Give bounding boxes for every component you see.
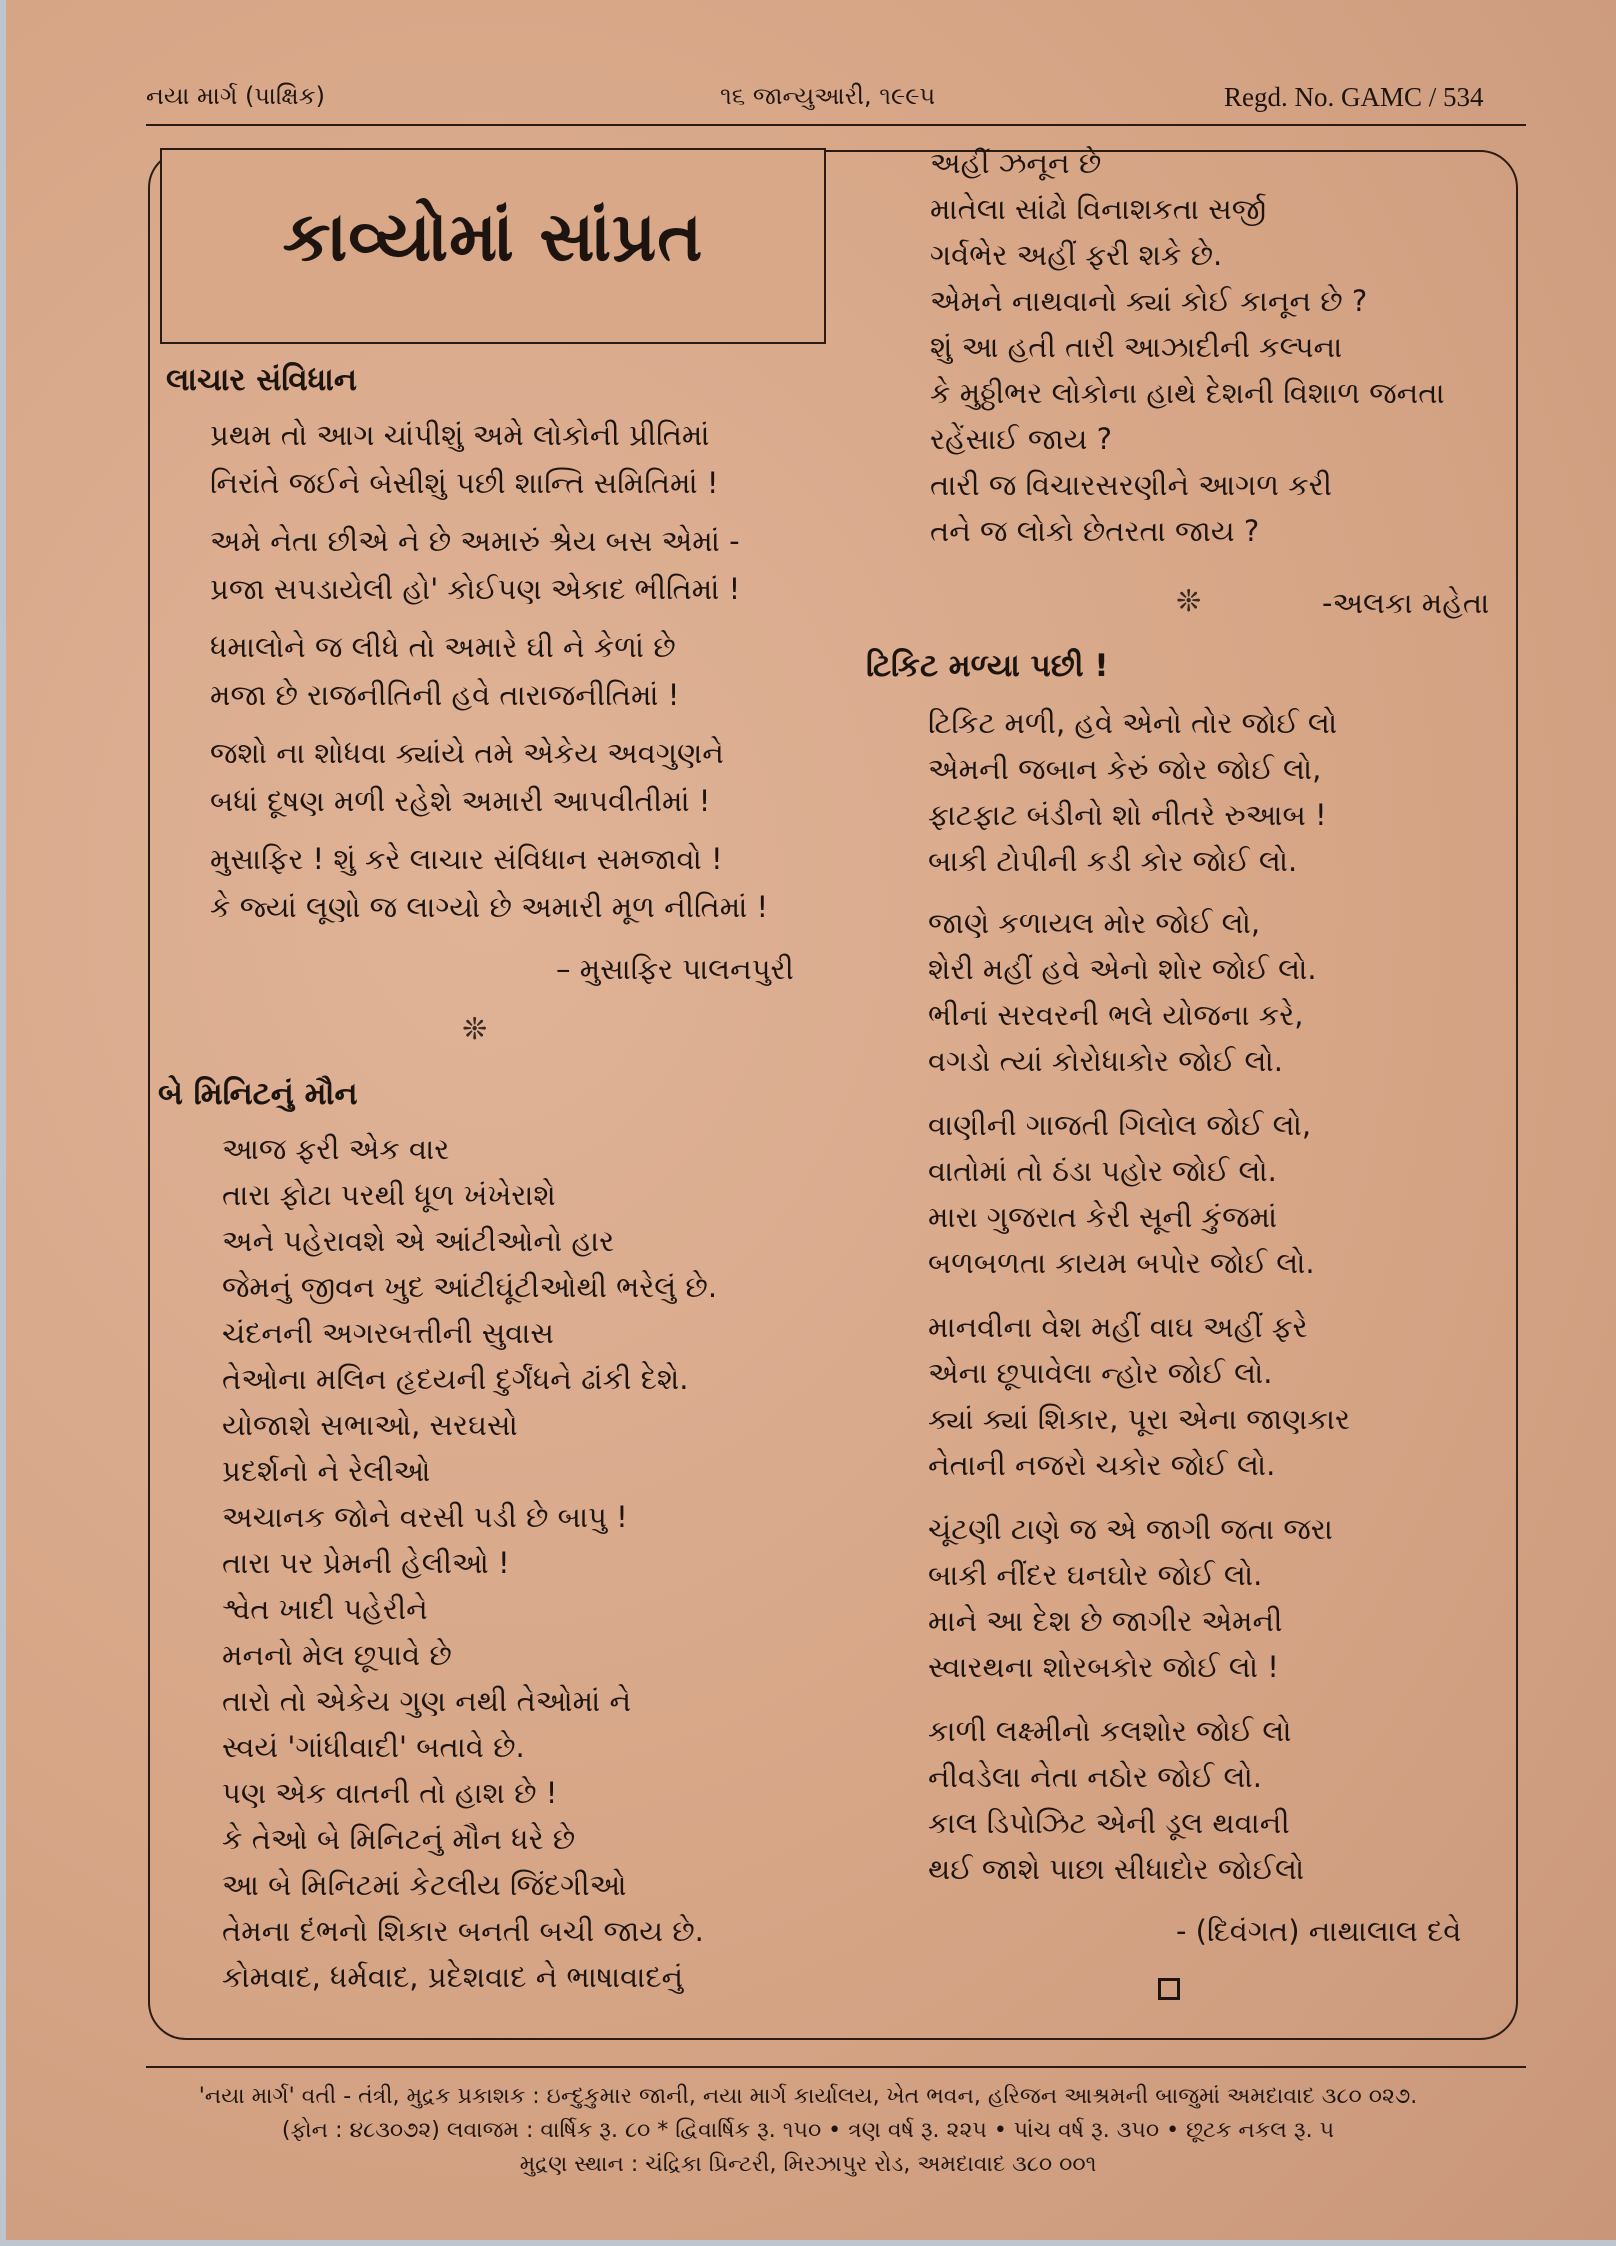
poem-line: શું આ હતી તારી આઝાદીની કલ્પના bbox=[930, 330, 1343, 364]
poem-line: યોજાશે સભાઓ, સરઘસો bbox=[222, 1408, 518, 1442]
poem-line: નિરાંતે જઈને બેસીશું પછી શાન્તિ સમિતિમાં ! bbox=[210, 466, 719, 500]
poem-line: મજા છે રાજનીતિની હવે તારાજનીતિમાં ! bbox=[210, 678, 680, 712]
footer-subscription: (ફોન : ૪૮૩૦૭૨) લવાજમ : વાર્ષિક રૂ. ૮૦ * દ્વિવાર્ષિક રૂ. ૧૫૦ • ત્રણ વર્ષ રૂ. ૨૨૫ • પાંચ વર્ષ રૂ. ૩૫૦ • છૂટક નકલ રૂ. ૫ bbox=[281, 2118, 1335, 2143]
registration-number: Regd. No. GAMC / 534 bbox=[1224, 82, 1484, 112]
poem-line: કોમવાદ, ધર્મવાદ, પ્રદેશવાદ ને ભાષાવાદનું bbox=[222, 1960, 684, 1994]
end-mark-icon bbox=[1158, 1978, 1180, 2000]
poem-line: તેઓના મલિન હૃદયની દુર્ગંધને ઢાંકી દેશે. bbox=[222, 1362, 689, 1396]
poem-line: બાકી ટોપીની કડી કોર જોઈ લો. bbox=[928, 844, 1298, 878]
poem-line: તારો તો એકેય ગુણ નથી તેઓમાં ને bbox=[222, 1684, 632, 1718]
poem-line: શેરી મહીં હવે એનો શોર જોઈ લો. bbox=[928, 952, 1317, 986]
poem-line: શ્વેત ખાદી પહેરીને bbox=[222, 1592, 428, 1626]
ornament-icon: ❊ bbox=[1176, 584, 1202, 619]
poem-line: બળબળતા કાયમ બપોર જોઈ લો. bbox=[928, 1246, 1315, 1280]
poem-line: ચૂંટણી ટાણે જ એ જાગી જતા જરા bbox=[928, 1512, 1333, 1546]
poem-line: પ્રજા સપડાયેલી હો' કોઈપણ એકાદ ભીતિમાં ! bbox=[210, 572, 741, 606]
poem-line: ગર્વભેર અહીં ફરી શકે છે. bbox=[930, 238, 1223, 272]
poem-line: ધમાલોને જ લીધે તો અમારે ઘી ને કેળાં છે bbox=[210, 630, 676, 664]
poem-line: ટિકિટ મળી, હવે એનો તોર જોઈ લો bbox=[928, 706, 1338, 740]
poem-line: એમને નાથવાનો ક્યાં કોઈ કાનૂન છે ? bbox=[930, 284, 1368, 318]
title-box bbox=[160, 148, 826, 344]
poem-line: જેમનું જીવન ખુદ આંટીઘૂંટીઓથી ભરેલું છે. bbox=[222, 1270, 718, 1304]
poem2-heading: બે મિનિટનું મૌન bbox=[158, 1076, 358, 1112]
poem-line: મારા ગુજરાત કેરી સૂની કુંજમાં bbox=[928, 1200, 1278, 1234]
poem-line: ફાટફાટ બંડીનો શો નીતરે રુઆબ ! bbox=[928, 798, 1327, 832]
poem-line: વાતોમાં તો ઠંડા પહોર જોઈ લો. bbox=[928, 1154, 1277, 1188]
poem-line: એમની જબાન કેરું જોર જોઈ લો, bbox=[928, 752, 1322, 786]
poem-line: તારી જ વિચારસરણીને આગળ કરી bbox=[930, 468, 1332, 502]
poem1-heading: લાચાર સંવિધાન bbox=[166, 362, 357, 398]
poem-line: ક્યાં ક્યાં શિકાર, પૂરા એના જાણકાર bbox=[928, 1402, 1351, 1436]
poem-line: એના છૂપાવેલા ન્હોર જોઈ લો. bbox=[928, 1356, 1273, 1390]
poem-line: સ્વારથના શોરબકોર જોઈ લો ! bbox=[928, 1650, 1279, 1684]
page-title: કાવ્યોમાં સાંપ્રત bbox=[282, 198, 704, 277]
footer-rule bbox=[146, 2066, 1526, 2068]
footer-printer: મુદ્રણ સ્થાન : ચંદ્રિકા પ્રિન્ટરી, મિરઝાપુર રોડ, અમદાવાદ ૩૮૦ ૦૦૧ bbox=[519, 2152, 1097, 2177]
poem-line: જશો ના શોધવા ક્યાંયે તમે એકેય અવગુણને bbox=[210, 736, 724, 770]
poem-line: તને જ લોકો છેતરતા જાય ? bbox=[930, 514, 1260, 548]
poem-line: નીવડેલા નેતા નઠોર જોઈ લો. bbox=[928, 1760, 1262, 1794]
poem-line: તેમના દંભનો શિકાર બનતી બચી જાય છે. bbox=[222, 1914, 704, 1948]
poem-line: કે તેઓ બે મિનિટનું મૌન ધરે છે bbox=[222, 1822, 576, 1856]
poem-line: માનવીના વેશ મહીં વાઘ અહીં ફરે bbox=[928, 1310, 1308, 1344]
poem-line: માને આ દેશ છે જાગીર એમની bbox=[928, 1604, 1283, 1638]
poem-line: જાણે કળાયલ મોર જોઈ લો, bbox=[928, 906, 1261, 940]
poem-line: પ્રથમ તો આગ ચાંપીશું અમે લોકોની પ્રીતિમાં bbox=[210, 418, 710, 452]
poem-line: ભીનાં સરવરની ભલે યોજના કરે, bbox=[928, 998, 1304, 1032]
poem-line: અને પહેરાવશે એ આંટીઓનો હાર bbox=[222, 1224, 615, 1258]
poem-line: આજ ફરી એક વાર bbox=[222, 1132, 450, 1166]
poem-line: કાળી લક્ષ્મીનો કલશોર જોઈ લો bbox=[928, 1714, 1292, 1748]
poem-line: બાકી નીંદર ઘનઘોર જોઈ લો. bbox=[928, 1558, 1263, 1592]
poem-line: અમે નેતા છીએ ને છે અમારું શ્રેય બસ એમાં - bbox=[210, 524, 740, 558]
footer-publisher: 'નયા માર્ગ' વતી - તંત્રી, મુદ્રક પ્રકાશક : ઇન્દુકુમાર જાની, નયા માર્ગ કાર્યાલય, ખેત ભવન, હરિજન આશ્રમની બાજુમાં અમદાવાદ ૩૮૦ ૦૨૭. bbox=[198, 2084, 1418, 2109]
poem1-author: – મુસાફિર પાલનપુરી bbox=[556, 952, 794, 986]
poem-line: પ્રદર્શનો ને રેલીઓ bbox=[222, 1454, 431, 1488]
header-rule bbox=[146, 124, 1526, 126]
poem-line: નેતાની નજરો ચકોર જોઈ લો. bbox=[928, 1448, 1276, 1482]
issue-date: ૧૬ જાન્યુઆરી, ૧૯૯૫ bbox=[720, 82, 936, 110]
poem-line: પણ એક વાતની તો હાશ છે ! bbox=[222, 1776, 558, 1810]
poem-line: તારા ફોટા પરથી ધૂળ ખંખેરાશે bbox=[222, 1178, 556, 1212]
poem-line: અહીં ઝનૂન છે bbox=[930, 146, 1102, 180]
poem3-heading: ટિકિટ મળ્યા પછી ! bbox=[866, 648, 1109, 684]
poem-line: સ્વયં 'ગાંધીવાદી' બતાવે છે. bbox=[222, 1730, 525, 1764]
ornament-icon: ❊ bbox=[462, 1012, 488, 1047]
publication-name: નયા માર્ગ (પાક્ષિક) bbox=[146, 82, 325, 110]
poem-line: અચાનક જોને વરસી પડી છે બાપુ ! bbox=[222, 1500, 628, 1534]
poem-line: ચંદનની અગરબત્તીની સુવાસ bbox=[222, 1316, 554, 1350]
poem-line: થઈ જાશે પાછા સીધાદોર જોઈલો bbox=[928, 1852, 1305, 1886]
poem-line: આ બે મિનિટમાં કેટલીય જિંદગીઓ bbox=[222, 1868, 627, 1902]
poem-line: વાણીની ગાજતી ગિલોલ જોઈ લો, bbox=[928, 1108, 1312, 1142]
poem-line: માતેલા સાંઢો વિનાશકતા સર્જી bbox=[930, 192, 1267, 226]
poem-line: મનનો મેલ છૂપાવે છે bbox=[222, 1638, 452, 1672]
poem-line: કે મુઠ્ઠીભર લોકોના હાથે દેશની વિશાળ જનતા bbox=[930, 376, 1445, 410]
poem3-author: - (દિવંગત) નાથાલાલ દવે bbox=[1176, 1914, 1462, 1948]
poem2-author: -અલકા મહેતા bbox=[1322, 586, 1490, 620]
poem-line: તારા પર પ્રેમની હેલીઓ ! bbox=[222, 1546, 510, 1580]
poem-line: રહેંસાઈ જાય ? bbox=[930, 422, 1113, 456]
poem-line: કાલ ડિપોઝિટ એની ડૂલ થવાની bbox=[928, 1806, 1290, 1840]
poem-line: મુસાફિર ! શું કરે લાચાર સંવિધાન સમજાવો ! bbox=[210, 842, 723, 876]
poem-line: વગડો ત્યાં કોરોધાકોર જોઈ લો. bbox=[928, 1044, 1283, 1078]
poem-line: કે જ્યાં લૂણો જ લાગ્યો છે અમારી મૂળ નીતિમાં ! bbox=[210, 890, 769, 924]
poem-line: બધાં દૂષણ મળી રહેશે અમારી આપવીતીમાં ! bbox=[210, 784, 711, 818]
